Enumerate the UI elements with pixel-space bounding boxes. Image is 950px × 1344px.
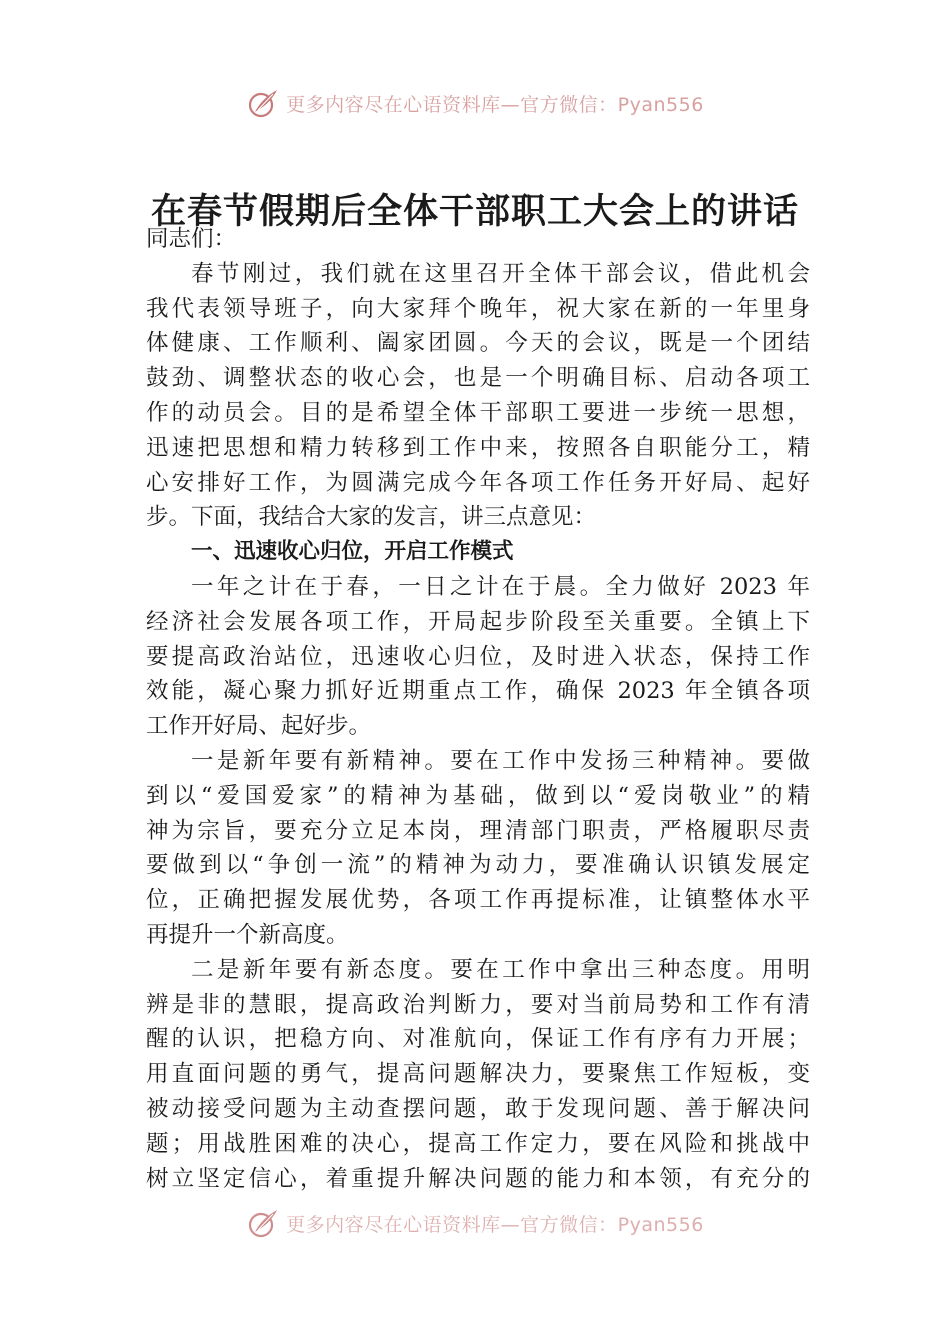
- feather-pen-icon: [246, 1206, 280, 1240]
- paragraph-line: 鼓劲、调整状态的收心会，也是一个明确目标、启动各项工: [146, 365, 810, 392]
- paragraph-line: 辨是非的慧眼，提高政治判断力，要对当前局势和工作有清: [146, 991, 810, 1018]
- watermark-text: 更多内容尽在心语资料库—官方微信：Pyan556: [286, 1213, 704, 1236]
- paragraph-line: 春节刚过，我们就在这里召开全体干部会议，借此机会: [191, 260, 810, 287]
- paragraph-line: 一是新年要有新精神。要在工作中发扬三种精神。要做: [191, 747, 810, 774]
- paragraph-line: 神为宗旨，要充分立足本岗，理清部门职责，严格履职尽责: [146, 817, 810, 844]
- paragraph-line: 二是新年要有新态度。要在工作中拿出三种态度。用明: [191, 956, 810, 983]
- paragraph-line: 经济社会发展各项工作，开局起步阶段至关重要。全镇上下: [146, 608, 810, 635]
- paragraph-line: 心安排好工作，为圆满完成今年各项工作任务开好局、起好: [146, 469, 810, 496]
- paragraph-line: 一年之计在于春，一日之计在于晨。全力做好 2023 年: [191, 573, 810, 600]
- paragraph-line: 效能，凝心聚力抓好近期重点工作，确保 2023 年全镇各项: [146, 678, 810, 705]
- paragraph-line: 步。下面，我结合大家的发言，讲三点意见：: [146, 504, 597, 531]
- paragraph-line: 到以“爱国爱家”的精神为基础，做到以“爱岗敬业”的精: [146, 782, 810, 809]
- paragraph-line: 我代表领导班子，向大家拜个晚年，祝大家在新的一年里身: [146, 295, 810, 322]
- paragraph-line: 体健康、工作顺利、阖家团圆。今天的会议，既是一个团结: [146, 330, 810, 357]
- paragraph-line: 要提高政治站位，迅速收心归位，及时进入状态，保持工作: [146, 643, 810, 670]
- footer-watermark: [0, 1206, 950, 1240]
- watermark-text: 更多内容尽在心语资料库—官方微信：Pyan556: [286, 93, 704, 116]
- paragraph-line: 题；用战胜困难的决心，提高工作定力，要在风险和挑战中: [146, 1130, 810, 1157]
- paragraph-line: 再提升一个新高度。: [146, 921, 349, 948]
- section-heading: 一、迅速收心归位，开启工作模式: [191, 539, 514, 565]
- paragraph-line: 醒的认识，把稳方向、对准航向，保证工作有序有力开展；: [146, 1026, 810, 1053]
- paragraph-line: 迅速把思想和精力转移到工作中来，按照各自职能分工，精: [146, 434, 810, 461]
- paragraph-line: 位，正确把握发展优势，各项工作再提标准，让镇整体水平: [146, 887, 810, 914]
- feather-pen-icon: [246, 86, 280, 120]
- document-title: 在春节假期后全体干部职工大会上的讲话: [150, 191, 799, 232]
- paragraph-line: 树立坚定信心，着重提升解决问题的能力和本领，有充分的: [146, 1165, 810, 1192]
- document-body: [146, 222, 810, 1207]
- paragraph-line: 要做到以“争创一流”的精神为动力，要准确认识镇发展定: [146, 852, 810, 879]
- header-watermark: [0, 86, 950, 120]
- paragraph-line: 被动接受问题为主动查摆问题，敢于发现问题、善于解决问: [146, 1095, 810, 1122]
- paragraph-line: 用直面问题的勇气，提高问题解决力，要聚焦工作短板，变: [146, 1061, 810, 1088]
- greeting: 同志们：: [146, 226, 237, 252]
- paragraph-line: 作的动员会。目的是希望全体干部职工要进一步统一思想，: [146, 399, 810, 426]
- paragraph-line: 工作开好局、起好步。: [146, 713, 372, 740]
